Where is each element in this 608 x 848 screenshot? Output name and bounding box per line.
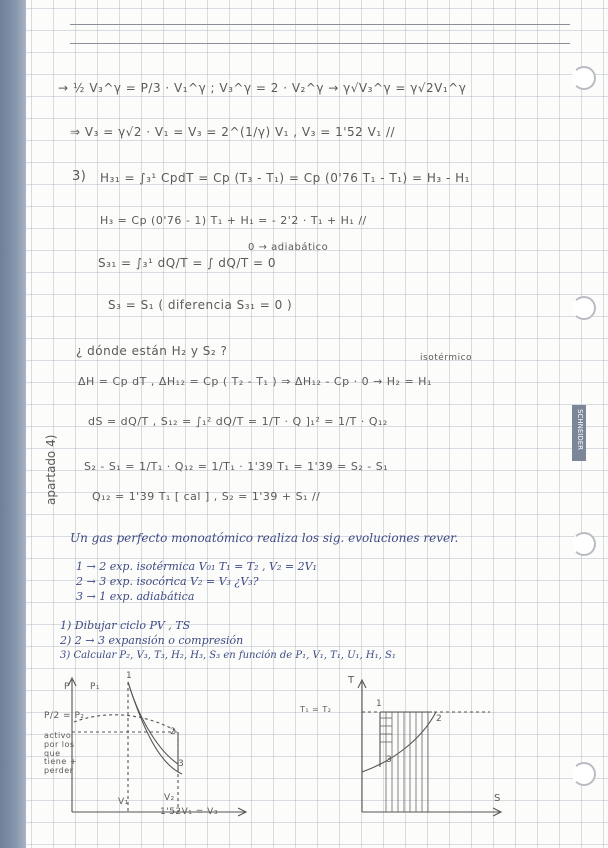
pv-p-axis-label: P <box>64 682 70 692</box>
note-line-9: dS = dQ/T , S₁₂ = ∫₁² dQ/T = 1/T · Q ]₁² = 1/T · Q₁₂ <box>88 415 388 428</box>
pv-p1-label: P₁ <box>90 682 101 692</box>
punch-hole <box>572 532 596 556</box>
process-step-3: 3 → 1 exp. adiabática <box>76 590 195 603</box>
note-line-2: ⇒ V₃ = γ√2 · V₁ = V₃ = 2^(1/γ) V₁ , V₃ = 1'52 V₁ // <box>70 125 396 139</box>
note-line-11: Q₁₂ = 1'39 T₁ [ cal ] , S₂ = 1'39 + S₁ // <box>92 490 321 503</box>
note-line-8: ΔH = Cp dT , ΔH₁₂ = Cp ( T₂ - T₁ ) ⇒ ΔH₁₂ - Cp · 0 → H₂ = H₁ <box>78 375 432 388</box>
pv-diagram <box>60 672 260 822</box>
problem-statement: Un gas perfecto monoatómico realiza los sig. evoluciones rever. <box>70 531 459 545</box>
process-step-1: 1 → 2 exp. isotérmica V₀₁ T₁ = T₂ , V₂ = 2V₁ <box>76 560 317 573</box>
note-line-4: H₃ = Cp (0'76 - 1) T₁ + H₁ = - 2'2 · T₁ + H₁ // <box>100 214 367 227</box>
task-3: 3) Calcular P₂, V₃, T₃, H₂, H₃, S₃ en función de P₁, V₁, T₁, U₁, H₁, S₁ <box>60 650 396 661</box>
ts-s-axis-label: S <box>494 793 501 804</box>
ts-diagram <box>340 672 510 822</box>
pv-point-1: 1 <box>126 671 133 681</box>
header-rule <box>70 24 570 25</box>
note-line-6: S₃ = S₁ ( diferencia S₃₁ = 0 ) <box>108 298 293 312</box>
punch-hole <box>572 296 596 320</box>
task-2: 2) 2 → 3 expansión o compresión <box>60 634 244 647</box>
pv-v2-label: V₂ <box>164 793 175 803</box>
pv-v1-label: V₁ <box>118 797 129 807</box>
section-number: 3) <box>72 169 87 184</box>
ts-point-1: 1 <box>376 699 383 709</box>
pv-p2-label: P/2 = P₂ <box>44 711 85 721</box>
ts-t-axis-label: T <box>348 675 355 686</box>
page-tab: SCHNEIDER <box>572 405 586 461</box>
isochore-2-3 <box>362 712 436 772</box>
page-binding <box>0 0 26 848</box>
task-1: 1) Dibujar ciclo PV , TS <box>60 619 191 632</box>
pv-v3-label: 1'52V₁ = V₃ <box>160 807 218 817</box>
note-annotation: 0 → adiabático <box>248 242 329 253</box>
pv-note: activo por los que tiene + perder <box>44 731 78 776</box>
pv-point-2: 2 <box>170 727 177 737</box>
process-step-2: 2 → 3 exp. isocórica V₂ = V₃ ¿V₃? <box>76 575 259 588</box>
pv-point-3: 3 <box>178 759 185 769</box>
side-label: apartado 4) <box>44 434 58 505</box>
note-annotation-2: isotérmico <box>420 353 473 363</box>
note-line-10: S₂ - S₁ = 1/T₁ · Q₁₂ = 1/T₁ · 1'39 T₁ = 1'39 = S₂ - S₁ <box>84 460 389 473</box>
ts-t-label: T₁ = T₂ <box>300 705 332 714</box>
note-line-3: H₃₁ = ∫₃¹ CpdT = Cp (T₃ - T₁) = Cp (0'76 T₁ - T₁) = H₃ - H₁ <box>100 171 470 185</box>
note-line-7: ¿ dónde están H₂ y S₂ ? <box>76 344 228 358</box>
punch-hole <box>572 66 596 90</box>
ts-point-3: 3 <box>386 755 393 765</box>
header-rule-2 <box>70 43 570 44</box>
ts-point-2: 2 <box>436 714 443 724</box>
note-line-5: S₃₁ = ∫₃¹ dQ/T = ∫ dQ/T = 0 <box>98 256 277 270</box>
curve-1-2 <box>128 682 178 764</box>
note-line-1: → ½ V₃^γ = P/3 · V₁^γ ; V₃^γ = 2 · V₂^γ → γ√V₃^γ = γ√2V₁^γ <box>58 81 467 95</box>
punch-hole <box>572 762 596 786</box>
